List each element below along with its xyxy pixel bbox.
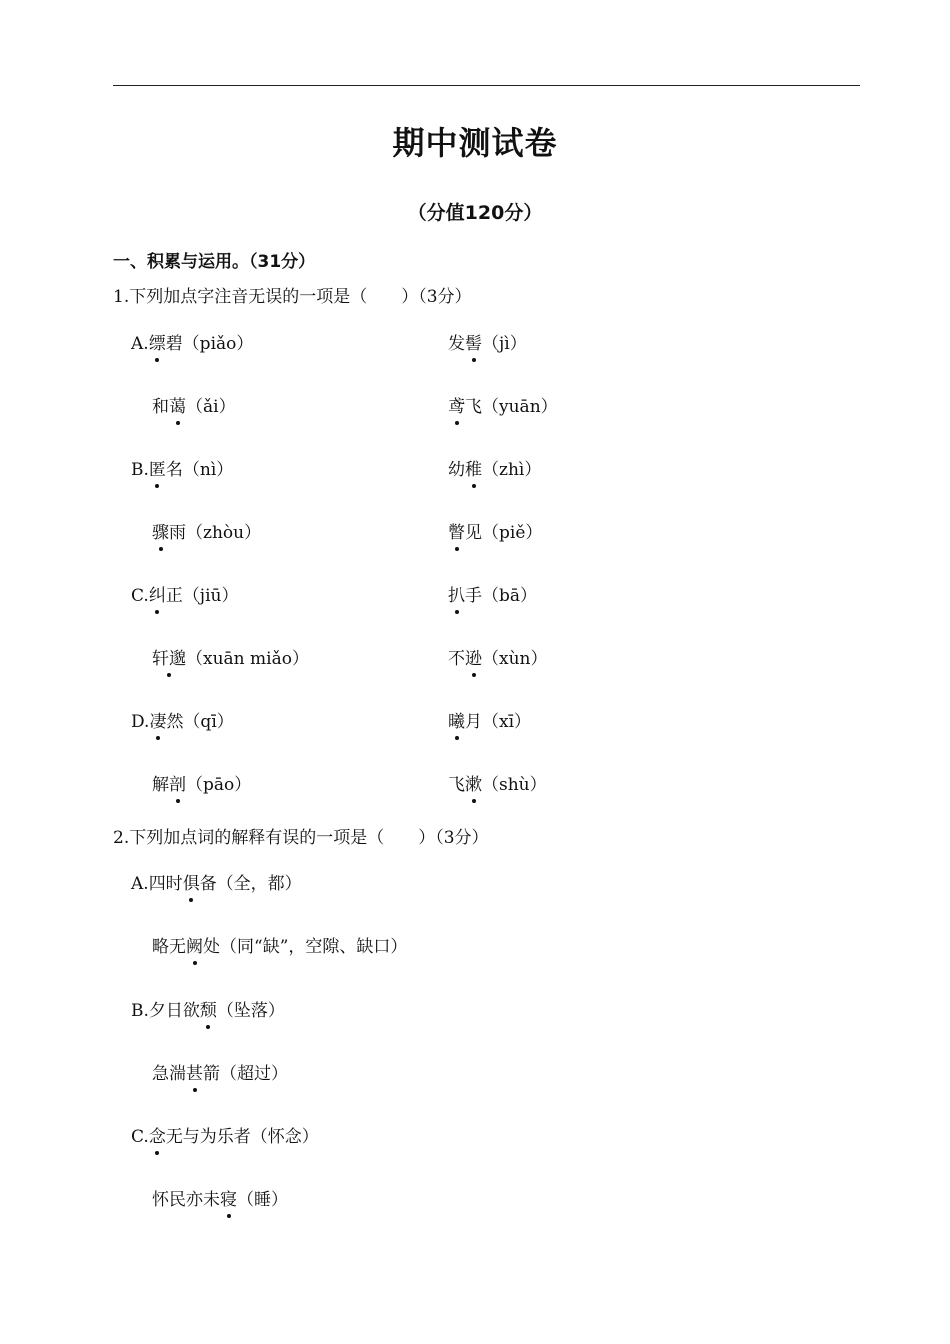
dotted-char: 颓 — [199, 1001, 217, 1021]
dotted-char: 阙 — [186, 937, 203, 957]
q1-option-b-item-4: 瞥见（piě） — [448, 523, 543, 543]
dotted-char: 念 — [148, 1127, 166, 1147]
q1-option-b-item-3: 骤雨（zhòu） — [152, 523, 262, 543]
q2-option-c-item-1: C.念无与为乐者（怀念） — [131, 1127, 319, 1147]
page-subtitle: （分值120分） — [407, 202, 543, 224]
question-1-stem: 1.下列加点字注音无误的一项是（ ）（3分） — [113, 287, 472, 307]
q1-option-d-item-4: 飞漱（shù） — [448, 775, 547, 795]
q1-option-c-item-2: 扒手（bā） — [448, 586, 538, 606]
q2-option-b-item-2: 急湍甚箭（超过） — [152, 1064, 288, 1084]
q2-option-b-item-1: B.夕日欲颓（坠落） — [131, 1001, 285, 1021]
dotted-char: 曦 — [448, 712, 465, 732]
dotted-char: 稚 — [465, 460, 482, 480]
q2-option-a-item-1: A.四时俱备（全，都） — [131, 874, 302, 894]
q1-option-a-item-3: 和蔼（ǎi） — [152, 397, 236, 417]
dotted-char: 凄 — [149, 712, 167, 732]
dotted-char: 纠 — [148, 586, 166, 606]
dotted-char: 俱 — [182, 874, 200, 894]
q1-option-c-item-1: C.纠正（jiū） — [131, 586, 239, 606]
header-rule — [113, 85, 860, 86]
dotted-char: 剖 — [169, 775, 186, 795]
q1-option-b-item-1: B.匿名（nì） — [131, 460, 234, 480]
q1-option-a-item-1: A.缥碧（piǎo） — [131, 334, 254, 354]
dotted-char: 匿 — [148, 460, 166, 480]
dotted-char: 甚 — [186, 1064, 203, 1084]
q1-option-a-item-4: 鸢飞（yuān） — [448, 397, 558, 417]
dotted-char: 寝 — [220, 1190, 237, 1210]
q1-option-d-item-3: 解剖（pāo） — [152, 775, 252, 795]
question-2-stem: 2.下列加点词的解释有误的一项是（ ）（3分） — [113, 828, 489, 848]
dotted-char: 轩邈 — [152, 649, 186, 669]
q2-option-a-item-2: 略无阙处（同“缺”，空隙、缺口） — [152, 937, 408, 957]
q1-option-a-item-2: 发髻（jì） — [448, 334, 527, 354]
dotted-char: 扒 — [448, 586, 465, 606]
dotted-char: 缥 — [148, 334, 166, 354]
section-heading: 一、积累与运用。（31分） — [113, 252, 316, 272]
dotted-char: 逊 — [465, 649, 482, 669]
q2-option-c-item-2: 怀民亦未寝（睡） — [152, 1190, 288, 1210]
q1-option-d-item-1: D.凄然（qī） — [131, 712, 234, 732]
dotted-char: 鸢 — [448, 397, 465, 417]
dotted-char: 蔼 — [169, 397, 186, 417]
q1-option-c-item-3: 轩邈（xuān miǎo） — [152, 649, 309, 669]
q1-option-b-item-2: 幼稚（zhì） — [448, 460, 542, 480]
dotted-char: 漱 — [465, 775, 482, 795]
q1-option-c-item-4: 不逊（xùn） — [448, 649, 548, 669]
dotted-char: 骤 — [152, 523, 169, 543]
page-title: 期中测试卷 — [392, 124, 558, 162]
q1-option-d-item-2: 曦月（xī） — [448, 712, 532, 732]
dotted-char: 髻 — [465, 334, 482, 354]
dotted-char: 瞥 — [448, 523, 465, 543]
